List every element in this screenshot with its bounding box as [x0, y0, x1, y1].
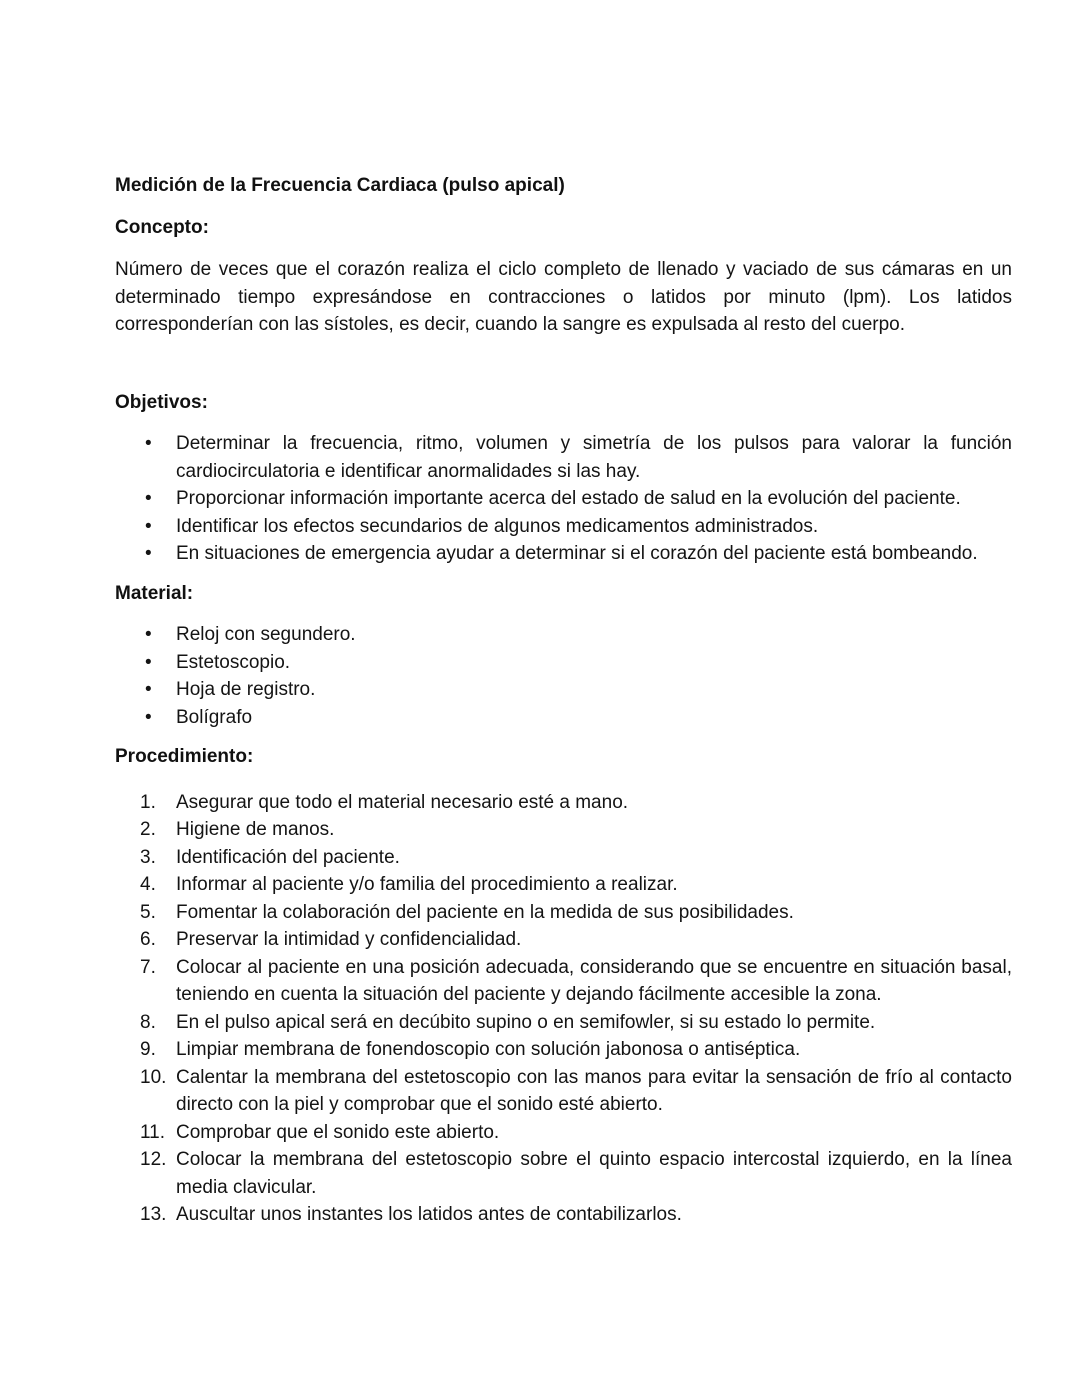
material-list [115, 621, 1012, 731]
list-item: Informar al paciente y/o familia del procedimiento a realizar. [176, 874, 678, 895]
objetivos-heading: Objetivos: [115, 391, 208, 413]
document-title: Medición de la Frecuencia Cardiaca (pulso apical) [115, 175, 565, 196]
list-item: Higiene de manos. [176, 819, 335, 840]
list-item: • Determinar la frecuencia, ritmo, volumen y simetría de los pulsos para valorar la función cardiocirculatoria e identificar anormalidades si las hay. [176, 430, 1012, 485]
material-heading: Material: [115, 582, 194, 604]
concepto-heading: Concepto: [115, 216, 209, 238]
list-item: • Hoja de registro. [176, 676, 1012, 704]
list-item: En el pulso apical será en decúbito supino o en semifowler, si su estado lo permite. [176, 1011, 876, 1033]
list-item: • Reloj con segundero. [176, 621, 1012, 649]
list-item: Auscultar unos instantes los latidos antes de contabilizarlos. [176, 1204, 682, 1225]
procedimiento-list [115, 789, 1012, 1229]
list-item: Comprobar que el sonido este abierto. [176, 1121, 500, 1143]
list-item: Preservar la intimidad y confidencialidad. [176, 929, 522, 950]
list-item: Calentar la membrana del estetoscopio con las manos para evitar la sensación de frío al contacto directo con la piel y comprobar que el sonido esté abierto. [176, 1066, 1012, 1115]
list-item: Limpiar membrana de fonendoscopio con solución jabonosa o antiséptica. [176, 1039, 801, 1060]
list-item: Asegurar que todo el material necesario esté a mano. [176, 791, 629, 813]
list-item: • En situaciones de emergencia ayudar a determinar si el corazón del paciente está bombeando. [176, 540, 1012, 568]
list-item: • Identificar los efectos secundarios de algunos medicamentos administrados. [176, 513, 1012, 541]
concepto-paragraph: Número de veces que el corazón realiza el ciclo completo de llenado y vaciado de sus cámaras en un determinado tiempo expresándose en contracciones o latidos por minuto (lpm). Los latidos corresponderían con las sístoles, es decir, cuando la sangre es expulsada al resto del cuerpo. [115, 259, 1012, 335]
list-item: Identificación del paciente. [176, 846, 400, 868]
list-item: Colocar al paciente en una posición adecuada, considerando que se encuentre en situación basal, teniendo en cuenta la situación del paciente y dejando fácilmente accesible la zona. [176, 956, 1012, 1005]
procedimiento-heading: Procedimiento: [115, 746, 254, 767]
list-item: Fomentar la colaboración del paciente en la medida de sus posibilidades. [176, 901, 794, 923]
list-item: • Proporcionar información importante acerca del estado de salud en la evolución del paciente. [176, 485, 1012, 513]
list-item: • Bolígrafo [176, 704, 1012, 732]
list-item: • Estetoscopio. [176, 649, 1012, 677]
list-item: Colocar la membrana del estetoscopio sobre el quinto espacio intercostal izquierdo, en la línea media clavicular. [176, 1149, 1012, 1198]
objetivos-list [115, 430, 1012, 568]
